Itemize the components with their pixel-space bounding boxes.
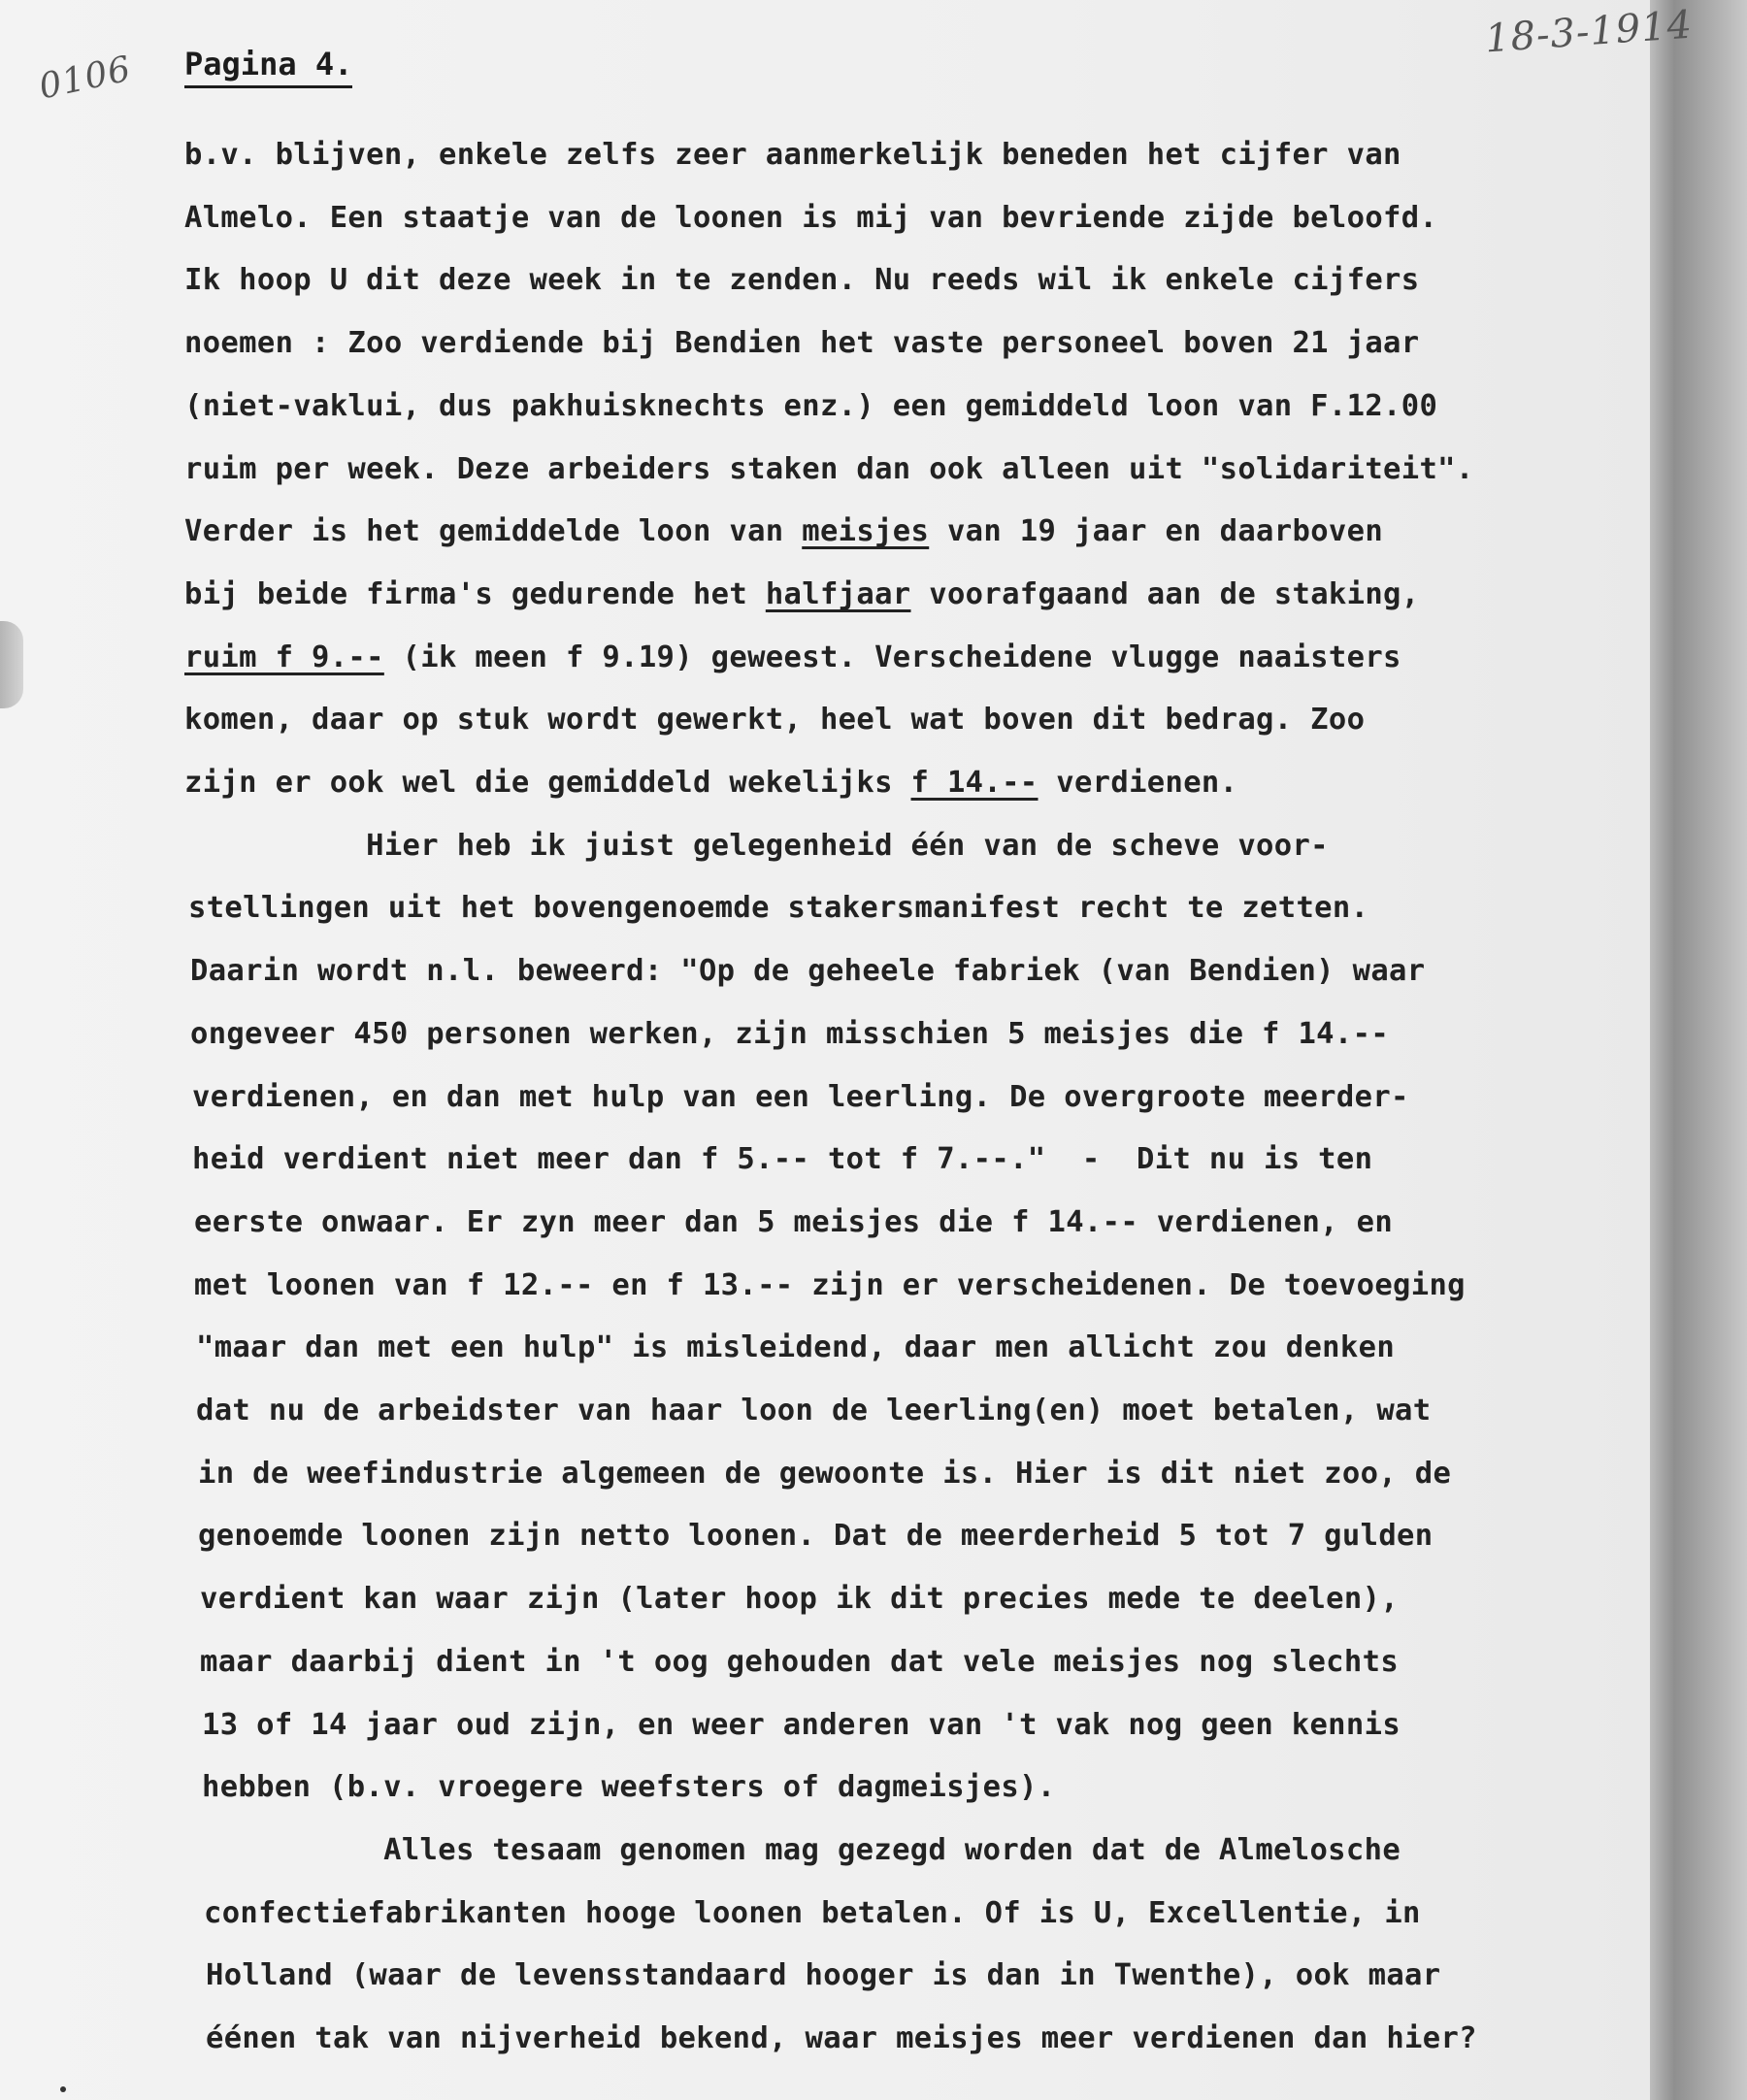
text-segment: "maar dan met een hulp" is misleidend, daar men allicht zou denken — [196, 1330, 1396, 1365]
text-line — [190, 952, 1425, 991]
text-segment: dat nu de arbeidster van haar loon de leerling(en) moet betalen, wat — [196, 1394, 1432, 1427]
text-segment: ongeveer 450 personen werken, zijn misschien 5 meisjes die f 14.-- — [190, 1016, 1390, 1051]
text-segment: confectiefabrikanten hooge loonen betalen. Of is U, Excellentie, in — [204, 1895, 1421, 1930]
text-line — [198, 1517, 1433, 1556]
scan-shadow-edge — [1650, 0, 1747, 2100]
text-segment: éénen tak van nijverheid bekend, waar meisjes meer verdienen dan hier? — [206, 2021, 1477, 2055]
text-line — [202, 1831, 1401, 1870]
text-segment: Verder is het gemiddelde loon van — [184, 514, 803, 549]
text-line — [202, 1768, 1056, 1807]
text-segment: verdient kan waar zijn (later hoop ik dit precies mede te deelen), — [200, 1582, 1400, 1617]
scan-speck — [60, 2086, 66, 2092]
text-segment: bij beide firma's gedurende het — [184, 576, 766, 611]
text-segment: met loonen van f 12.-- en f 13.-- zijn er verscheidenen. De toevoeging — [194, 1267, 1466, 1302]
text-line — [184, 512, 1383, 551]
text-line — [202, 1706, 1401, 1745]
text-line — [192, 1078, 1409, 1117]
text-line — [192, 1140, 1372, 1179]
text-segment: heid verdient niet meer dan f 5.-- tot f 7.--." - Dit nu is ten — [192, 1142, 1373, 1177]
text-line — [184, 450, 1474, 489]
text-segment: in de weefindustrie algemeen de gewoonte is. Hier is dit niet zoo, de — [198, 1456, 1452, 1491]
text-line — [184, 136, 1401, 175]
text-segment: Daarin wordt n.l. beweerd: "Op de geheele fabriek (van Bendien) waar — [190, 954, 1426, 989]
text-line — [194, 1203, 1393, 1242]
text-line — [200, 1643, 1399, 1682]
text-line — [196, 1329, 1395, 1367]
text-segment: verdienen, en dan met hulp van een leerling. De overgroote meerder- — [192, 1079, 1409, 1114]
text-line — [190, 1015, 1389, 1054]
text-line — [200, 1580, 1399, 1619]
underlined-text: ruim f 9.-- — [184, 640, 384, 674]
text-segment: eerste onwaar. Er zyn meer dan 5 meisjes die f 14.-- verdienen, en — [194, 1204, 1394, 1239]
text-line — [184, 324, 1419, 363]
text-line — [188, 889, 1368, 928]
text-line — [184, 764, 1237, 803]
text-line — [184, 575, 1419, 614]
text-segment: genoemde loonen zijn netto loonen. Dat de meerderheid 5 tot 7 gulden — [198, 1519, 1434, 1554]
text-segment: b.v. blijven, enkele zelfs zeer aanmerkelijk beneden het cijfer van — [184, 138, 1401, 172]
text-segment: van 19 jaar en daarboven — [929, 514, 1384, 549]
text-segment: maar daarbij dient in 't oog gehouden dat vele meisjes nog slechts — [200, 1644, 1400, 1679]
text-line — [184, 199, 1437, 238]
text-segment: (niet-vaklui, dus pakhuisknechts enz.) een gemiddeld loon van F.12.00 — [184, 388, 1438, 423]
text-segment: Holland (waar de levensstandaard hooger is dan in Twenthe), ook maar — [206, 1958, 1441, 1993]
text-segment: stellingen uit het bovengenoemde stakersmanifest recht te zetten. — [188, 891, 1369, 926]
text-line — [198, 1455, 1451, 1493]
underlined-text: meisjes — [802, 514, 930, 549]
text-segment: komen, daar op stuk wordt gewerkt, heel wat boven dit bedrag. Zoo — [184, 703, 1366, 738]
underlined-text: halfjaar — [765, 576, 911, 611]
text-segment: Hier heb ik juist gelegenheid één van de scheve voor- — [184, 828, 1329, 863]
text-segment: hebben (b.v. vroegere weefsters of dagmeisjes). — [202, 1770, 1056, 1805]
handwritten-folio-number: 0106 — [35, 49, 135, 108]
text-line — [184, 827, 1329, 866]
text-segment: voorafgaand aan de staking, — [910, 576, 1420, 611]
text-segment: verdienen. — [1038, 766, 1238, 800]
text-line — [196, 1392, 1431, 1430]
text-line — [184, 261, 1419, 300]
page-title: Pagina 4. — [184, 47, 352, 88]
handwritten-date: 18-3-1914 — [1483, 2, 1695, 62]
text-segment: Ik hoop U dit deze week in te zenden. Nu reeds wil ik enkele cijfers — [184, 263, 1420, 298]
text-line — [184, 639, 1401, 677]
text-segment: zijn er ook wel die gemiddeld wekelijks — [184, 766, 911, 800]
text-segment: Alles tesaam genomen mag gezegd worden dat de Almelosche — [202, 1832, 1401, 1867]
text-segment: ruim per week. Deze arbeiders staken dan ook alleen uit "solidariteit". — [184, 451, 1474, 486]
text-segment: Almelo. Een staatje van de loonen is mij van bevriende zijde beloofd. — [184, 200, 1438, 235]
text-segment: noemen : Zoo verdiende bij Bendien het vaste personeel boven 21 jaar — [184, 326, 1420, 361]
text-line — [206, 1956, 1440, 1995]
text-line — [184, 387, 1437, 426]
text-segment: (ik meen f 9.19) geweest. Verscheidene vlugge naaisters — [383, 640, 1401, 674]
underlined-text: f 14.-- — [910, 766, 1038, 800]
binding-mark — [0, 621, 23, 708]
text-line — [206, 2019, 1477, 2058]
text-segment: 13 of 14 jaar oud zijn, en weer anderen van 't vak nog geen kennis — [202, 1707, 1401, 1742]
text-line — [204, 1894, 1421, 1933]
text-line — [184, 701, 1365, 739]
text-line — [194, 1266, 1466, 1305]
